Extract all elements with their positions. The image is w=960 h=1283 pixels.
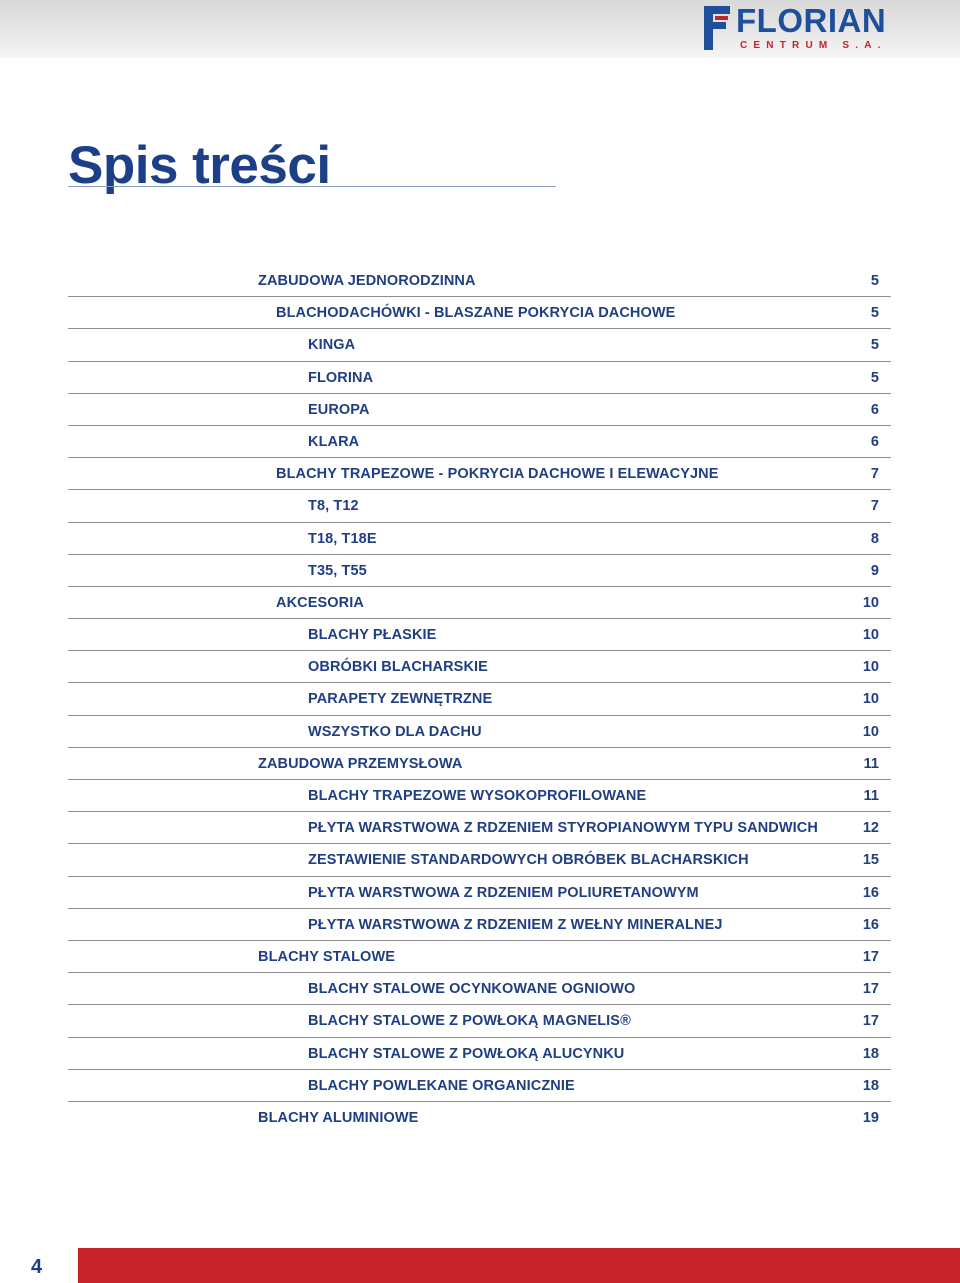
toc-entry <box>68 877 891 909</box>
toc-entry-page: 6 <box>870 433 879 450</box>
toc-entry-label: BLACHODACHÓWKI - BLASZANE POKRYCIA DACHOWE <box>276 305 676 322</box>
toc-entry-label: BLACHY ALUMINIOWE <box>258 1109 419 1126</box>
toc-entry <box>68 458 891 490</box>
toc-entry-label: T35, T55 <box>308 562 367 579</box>
toc-entry-page: 5 <box>870 337 879 354</box>
florian-logo <box>704 4 894 54</box>
toc-entry <box>68 619 891 651</box>
toc-entry-label: AKCESORIA <box>276 594 364 611</box>
toc-entry-page: 18 <box>862 1045 879 1062</box>
toc-entry-page: 16 <box>862 884 879 901</box>
toc-entry-label: ZABUDOWA JEDNORODZINNA <box>258 273 476 289</box>
header-band <box>0 0 960 58</box>
toc-entry <box>68 716 891 748</box>
toc-entry <box>68 490 891 522</box>
title-underline <box>68 186 556 187</box>
toc-entry <box>68 1070 891 1102</box>
toc-entry <box>68 523 891 555</box>
toc-entry-label: BLACHY TRAPEZOWE WYSOKOPROFILOWANE <box>308 788 647 804</box>
logo-wordmark: FLORIAN <box>736 2 887 39</box>
toc-entry-label: WSZYSTKO DLA DACHU <box>308 723 482 740</box>
toc-entry-page: 10 <box>862 723 879 740</box>
page-number-box <box>0 1248 78 1283</box>
page-title: Spis treści <box>68 136 331 195</box>
toc-entry <box>68 265 891 297</box>
logo-subtitle: CENTRUM S.A. <box>740 40 887 51</box>
toc-entry <box>68 329 891 361</box>
toc-entry-page: 5 <box>870 305 879 322</box>
toc-entry-label: EUROPA <box>308 401 370 418</box>
toc-entry-page: 10 <box>862 691 879 708</box>
toc-entry <box>68 973 891 1005</box>
table-of-contents <box>68 265 891 1134</box>
toc-entry-page: 10 <box>862 627 879 644</box>
toc-entry-label: BLACHY STALOWE <box>258 948 395 965</box>
toc-entry-label: BLACHY STALOWE OCYNKOWANE OGNIOWO <box>308 981 636 998</box>
toc-entry-label: PŁYTA WARSTWOWA Z RDZENIEM Z WEŁNY MINERALNEJ <box>308 916 723 933</box>
toc-entry-label: T8, T12 <box>308 498 359 515</box>
toc-entry <box>68 651 891 683</box>
toc-entry-label: T18, T18E <box>308 530 377 547</box>
toc-entry-page: 9 <box>870 562 879 579</box>
florian-logo-mark-icon <box>704 6 730 50</box>
toc-entry-page: 7 <box>870 466 879 483</box>
toc-entry-label: PARAPETY ZEWNĘTRZNE <box>308 691 493 708</box>
toc-entry <box>68 683 891 715</box>
toc-entry <box>68 1005 891 1037</box>
toc-entry-page: 16 <box>862 916 879 933</box>
toc-entry-page: 12 <box>862 820 879 837</box>
toc-entry-label: PŁYTA WARSTWOWA Z RDZENIEM POLIURETANOWYM <box>308 884 699 901</box>
toc-entry-label: OBRÓBKI BLACHARSKIE <box>308 659 488 676</box>
toc-entry <box>68 297 891 329</box>
toc-entry-page: 5 <box>870 369 879 386</box>
toc-entry-page: 18 <box>862 1077 879 1094</box>
toc-entry-page: 10 <box>862 659 879 676</box>
toc-entry-label: PŁYTA WARSTWOWA Z RDZENIEM STYROPIANOWYM TYPU SANDWICH <box>308 820 818 837</box>
toc-entry-page: 5 <box>870 273 879 289</box>
toc-entry <box>68 812 891 844</box>
toc-entry-label: KINGA <box>308 337 356 354</box>
toc-entry <box>68 362 891 394</box>
page-number: 4 <box>31 1256 43 1278</box>
footer-band <box>0 1248 960 1283</box>
toc-entry <box>68 748 891 780</box>
toc-entry-label: ZESTAWIENIE STANDARDOWYCH OBRÓBEK BLACHARSKICH <box>308 852 749 869</box>
toc-entry-label: BLACHY TRAPEZOWE - POKRYCIA DACHOWE I ELEWACYJNE <box>276 466 719 483</box>
toc-entry <box>68 844 891 876</box>
toc-entry-page: 15 <box>862 852 879 869</box>
toc-entry-page: 11 <box>863 788 879 804</box>
toc-entry-page: 19 <box>862 1109 879 1126</box>
toc-entry <box>68 1102 891 1134</box>
toc-entry <box>68 1038 891 1070</box>
toc-entry-page: 7 <box>870 498 879 515</box>
toc-entry <box>68 909 891 941</box>
toc-entry-label: KLARA <box>308 433 360 450</box>
toc-entry <box>68 941 891 973</box>
toc-entry-page: 8 <box>870 530 879 547</box>
toc-entry-page: 11 <box>863 755 879 772</box>
toc-entry-label: BLACHY POWLEKANE ORGANICZNIE <box>308 1077 575 1094</box>
toc-entry-page: 17 <box>862 981 879 998</box>
toc-entry-page: 17 <box>862 1013 879 1030</box>
toc-entry <box>68 394 891 426</box>
toc-entry-page: 10 <box>862 594 879 611</box>
toc-entry-label: FLORINA <box>308 369 374 386</box>
toc-entry <box>68 780 891 812</box>
toc-entry <box>68 555 891 587</box>
toc-entry-page: 17 <box>862 948 879 965</box>
toc-entry <box>68 426 891 458</box>
toc-entry <box>68 587 891 619</box>
toc-entry-label: BLACHY PŁASKIE <box>308 627 437 644</box>
toc-entry-label: BLACHY STALOWE Z POWŁOKĄ MAGNELIS® <box>308 1013 631 1030</box>
toc-entry-page: 6 <box>870 401 879 418</box>
toc-entry-label: BLACHY STALOWE Z POWŁOKĄ ALUCYNKU <box>308 1045 625 1062</box>
toc-entry-label: ZABUDOWA PRZEMYSŁOWA <box>258 755 463 772</box>
